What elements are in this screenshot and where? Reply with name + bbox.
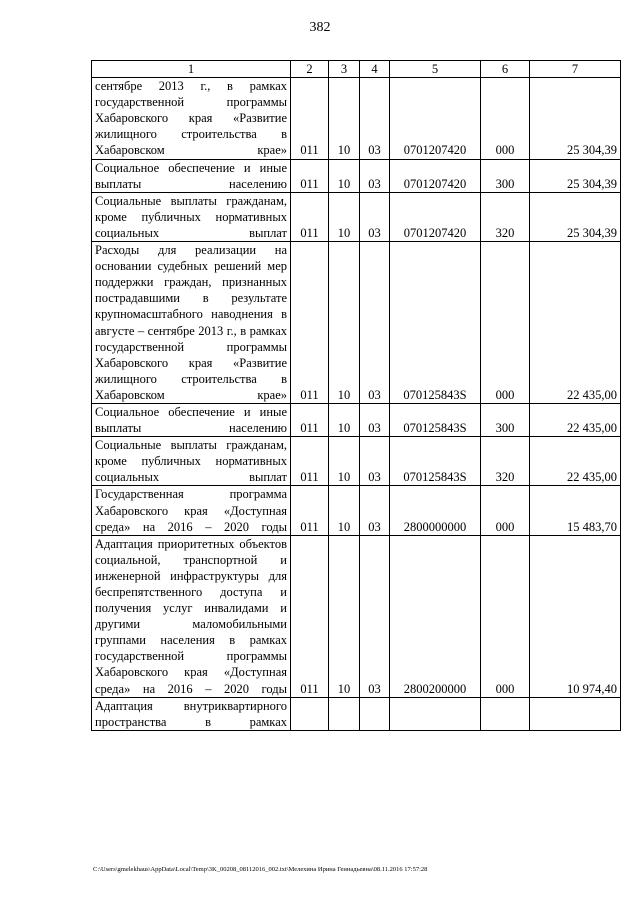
section-code-cell: 10: [329, 192, 360, 241]
row-name-text: Социальные выплаты гражданам, кроме публичных нормативных социальных выплат: [95, 438, 287, 485]
expense-type-cell: 000: [481, 78, 530, 159]
table-row: [92, 159, 621, 192]
target-code-cell: 070125843S: [390, 403, 481, 436]
target-code-cell: 2800000000: [390, 486, 481, 535]
section-code-cell: [329, 697, 360, 730]
row-name-cell: [92, 535, 291, 697]
ministry-code-cell: 011: [291, 78, 329, 159]
target-code-cell: 070125843S: [390, 437, 481, 486]
amount-cell: 25 304,39: [530, 159, 621, 192]
ministry-code-cell: 011: [291, 437, 329, 486]
section-code-cell: 10: [329, 159, 360, 192]
subsection-code-cell: 03: [360, 192, 390, 241]
row-name-text: Социальное обеспечение и иные выплаты населению: [95, 404, 287, 436]
expense-type-cell: [481, 697, 530, 730]
amount-cell: 15 483,70: [530, 486, 621, 535]
header-col-3: 3: [329, 61, 360, 78]
header-col-4: 4: [360, 61, 390, 78]
header-col-7: 7: [530, 61, 621, 78]
subsection-code-cell: [360, 697, 390, 730]
amount-cell: 22 435,00: [530, 437, 621, 486]
subsection-code-cell: 03: [360, 159, 390, 192]
subsection-code-cell: 03: [360, 535, 390, 697]
ministry-code-cell: 011: [291, 486, 329, 535]
ministry-code-cell: 011: [291, 159, 329, 192]
subsection-code-cell: 03: [360, 437, 390, 486]
header-col-1: 1: [92, 61, 291, 78]
row-name-cell: [92, 242, 291, 404]
page-number: 382: [309, 20, 331, 35]
subsection-code-cell: 03: [360, 486, 390, 535]
budget-table: [91, 60, 621, 731]
row-name-text: Социальные выплаты гражданам, кроме публичных нормативных социальных выплат: [95, 193, 287, 240]
row-name-cell: [92, 78, 291, 159]
amount-cell: 22 435,00: [530, 242, 621, 404]
row-name-text: Адаптация внутриквартирного пространства в рамках: [95, 698, 287, 729]
file-path-footer: C:\Users\gmelekhaus\AppData\Local\Temp\3K_00208_08112016_002.txt\Мелехина Ирина Геннадьевна\08.11.2016 17:57:28: [93, 866, 428, 873]
row-name-cell: [92, 403, 291, 436]
row-name-text: Адаптация приоритетных объектов социальной, транспортной и инженерной инфраструктуры для беспрепятственного доступа и получения услуг инвалидами и другими маломобильными группами населения в рамках государственной программы Хабаровского края «Доступная среда» на 2016 – 2020 годы: [95, 536, 287, 696]
subsection-code-cell: 03: [360, 403, 390, 436]
expense-type-cell: 320: [481, 437, 530, 486]
target-code-cell: 0701207420: [390, 192, 481, 241]
ministry-code-cell: 011: [291, 192, 329, 241]
amount-cell: 25 304,39: [530, 192, 621, 241]
target-code-cell: 0701207420: [390, 78, 481, 159]
subsection-code-cell: 03: [360, 78, 390, 159]
section-code-cell: 10: [329, 403, 360, 436]
section-code-cell: 10: [329, 78, 360, 159]
target-code-cell: [390, 697, 481, 730]
row-name-cell: [92, 697, 291, 730]
subsection-code-cell: 03: [360, 242, 390, 404]
expense-type-cell: 000: [481, 242, 530, 404]
expense-type-cell: 300: [481, 403, 530, 436]
ministry-code-cell: 011: [291, 403, 329, 436]
target-code-cell: 2800200000: [390, 535, 481, 697]
section-code-cell: 10: [329, 486, 360, 535]
amount-cell: 25 304,39: [530, 78, 621, 159]
amount-cell: 22 435,00: [530, 403, 621, 436]
ministry-code-cell: 011: [291, 535, 329, 697]
row-name-text: Социальное обеспечение и иные выплаты населению: [95, 160, 287, 191]
row-name-text: Расходы для реализации на основании судебных решений мер поддержки граждан, признанных пострадавшими в результате крупномасштабного наводнения в августе – сентябре 2013 г., в рамках государственной программы Хабаровского края «Развитие жилищного строительства в Хабаровском крае»: [95, 243, 287, 402]
amount-cell: 10 974,40: [530, 535, 621, 697]
expense-type-cell: 300: [481, 159, 530, 192]
table-row: [92, 486, 621, 535]
ministry-code-cell: [291, 697, 329, 730]
row-name-text: сентябре 2013 г., в рамках государственной программы Хабаровского края «Развитие жилищного строительства в Хабаровском крае»: [95, 79, 287, 158]
row-name-cell: [92, 159, 291, 192]
table-row: [92, 697, 621, 730]
row-name-text: Государственная программа Хабаровского края «Доступная среда» на 2016 – 2020 годы: [95, 487, 287, 534]
table-row: [92, 78, 621, 159]
row-name-cell: [92, 486, 291, 535]
ministry-code-cell: 011: [291, 242, 329, 404]
header-col-5: 5: [390, 61, 481, 78]
table-row: [92, 192, 621, 241]
header-col-2: 2: [291, 61, 329, 78]
table-row: [92, 242, 621, 404]
amount-cell: [530, 697, 621, 730]
row-name-cell: [92, 192, 291, 241]
expense-type-cell: 000: [481, 535, 530, 697]
expense-type-cell: 000: [481, 486, 530, 535]
target-code-cell: 0701207420: [390, 159, 481, 192]
table-header-row: [92, 61, 621, 78]
target-code-cell: 070125843S: [390, 242, 481, 404]
section-code-cell: 10: [329, 242, 360, 404]
expense-type-cell: 320: [481, 192, 530, 241]
row-name-cell: [92, 437, 291, 486]
table-row: [92, 437, 621, 486]
section-code-cell: 10: [329, 437, 360, 486]
table-row: [92, 535, 621, 697]
header-col-6: 6: [481, 61, 530, 78]
table-row: [92, 403, 621, 436]
section-code-cell: 10: [329, 535, 360, 697]
